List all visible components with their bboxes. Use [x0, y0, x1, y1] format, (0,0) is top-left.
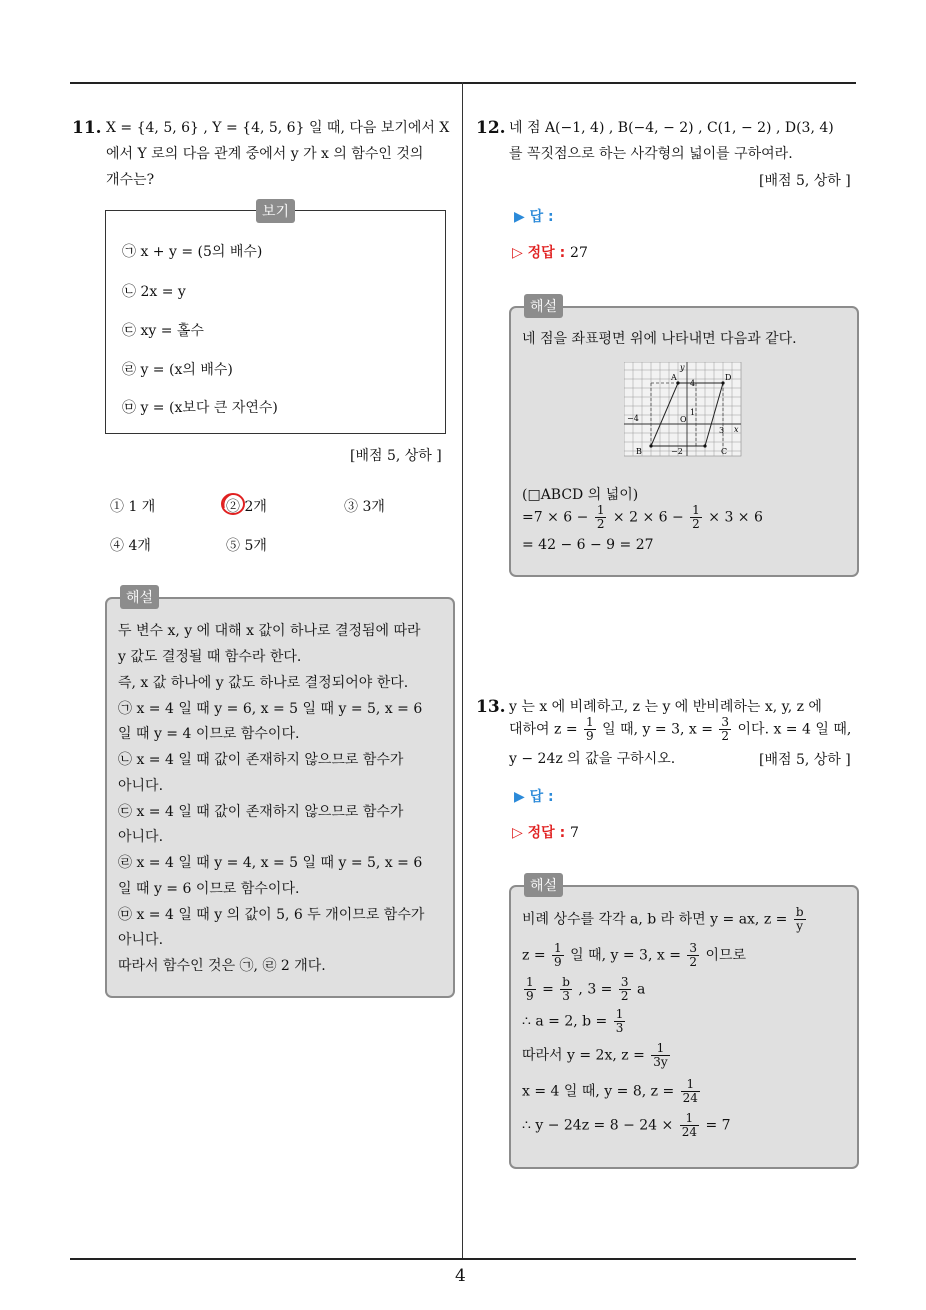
explanation-line: 따라서 y = 2x, z = $\frac{1}{3y}$	[522, 1041, 668, 1069]
explanation-line: 네 점을 좌표평면 위에 나타내면 다음과 같다.	[522, 331, 797, 347]
explanation-line: y 값도 결정될 때 함수라 한다.	[118, 649, 302, 665]
score-label: [배점 5, 상하 ]	[759, 173, 851, 189]
explanation-line: ∴ y − 24z = 8 − 24 × $\frac{1}{24}$ = 7	[522, 1111, 731, 1139]
question-text-line: y 는 x 에 비례하고, z 는 y 에 반비례하는 x, y, z 에	[509, 699, 822, 715]
boki-item: ㉢ xy = 홀수	[122, 323, 204, 339]
explanation-line: x = 4 일 때, y = 8, z = $\frac{1}{24}$	[522, 1077, 698, 1105]
explanation-line: 즉, x 값 하나에 y 값도 하나로 결정되어야 한다.	[118, 675, 409, 691]
question-number: 11.	[72, 118, 102, 138]
question-number: 13.	[476, 697, 506, 717]
choice-1[interactable]: ① 1 개	[110, 499, 156, 515]
explanation-line: ㉣ x = 4 일 때 y = 4, x = 5 일 때 y = 5, x = 6	[118, 855, 423, 871]
svg-text:−2: −2	[671, 447, 683, 456]
svg-text:O: O	[680, 415, 687, 424]
coordinate-graph	[624, 362, 744, 458]
boki-item: ㉡ 2x = y	[122, 284, 186, 300]
explanation-line: $\frac{1}{9}$ = $\frac{b}{3}$ , 3 = $\frac{3}{2}$ a	[526, 975, 646, 1003]
explanation-line: 비례 상수를 각각 a, b 라 하면 y = ax, z = $\frac{b}{y}$	[522, 905, 804, 933]
explanation-line: =7 × 6 − $\frac{1}{2}$ × 2 × 6 − $\frac{1}{2}$ × 3 × 6	[522, 503, 763, 531]
choice-4[interactable]: ④ 4개	[110, 538, 151, 554]
svg-text:1: 1	[690, 408, 696, 417]
explanation-line: ㉢ x = 4 일 때 값이 존재하지 않으므로 함수가	[118, 804, 404, 820]
answer-input-label[interactable]: ▶ 답 :	[514, 209, 554, 225]
question-number: 12.	[476, 118, 506, 138]
svg-text:x: x	[734, 425, 739, 434]
explanation-line: 아니다.	[118, 932, 164, 948]
choice-2-text: 2개	[244, 499, 267, 515]
correct-answer	[512, 242, 588, 262]
correct-answer-value: 7	[570, 825, 579, 841]
page-number: 4	[455, 1266, 466, 1286]
top-rule	[70, 82, 856, 84]
boki-item: ㉤ y = (x보다 큰 자연수)	[122, 400, 278, 416]
correct-answer-label: ▷ 정답 :	[512, 825, 566, 841]
boki-item: ㉣ y = (x의 배수)	[122, 362, 233, 378]
question-text-line: 를 꼭짓점으로 하는 사각형의 넓이를 구하여라.	[509, 146, 793, 162]
choice-5[interactable]: ⑤ 5개	[226, 538, 267, 554]
svg-text:3: 3	[719, 426, 725, 435]
explanation-line: 아니다.	[118, 778, 164, 794]
question-text-line: 개수는?	[106, 172, 155, 188]
explanation-line: = 42 − 6 − 9 = 27	[522, 537, 654, 553]
question-text-line: 대하여 z = $\frac{1}{9}$ 일 때, y = 3, x = $\frac{3}{2}$ 이다. x = 4 일 때,	[509, 715, 852, 743]
score-label: [배점 5, 상하 ]	[350, 448, 442, 464]
explanation-line: ㉤ x = 4 일 때 y 의 값이 5, 6 두 개이므로 함수가	[118, 907, 425, 923]
explanation-line: 두 변수 x, y 에 대해 x 값이 하나로 결정됨에 따라	[118, 623, 421, 639]
explanation-line: 일 때 y = 6 이므로 함수이다.	[118, 881, 300, 897]
correct-answer	[512, 822, 579, 842]
bottom-rule	[70, 1258, 856, 1260]
explanation-label: 해설	[524, 294, 563, 318]
question-text-line: X = {4, 5, 6} , Y = {4, 5, 6} 일 때, 다음 보기에서 X	[106, 120, 450, 136]
explanation-label: 해설	[120, 585, 159, 609]
question-text-line: 네 점 A(−1, 4) , B(−4, − 2) , C(1, − 2) , D(3, 4)	[509, 120, 834, 136]
explanation-line: ∴ a = 2, b = $\frac{1}{3}$	[522, 1007, 624, 1035]
explanation-line: (□ABCD 의 넓이)	[522, 487, 639, 503]
question-text-line: 에서 Y 로의 다음 관계 중에서 y 가 x 의 함수인 것의	[106, 146, 424, 162]
choice-2-marker: ②	[226, 499, 240, 515]
svg-text:C: C	[721, 447, 728, 456]
explanation-line: 일 때 y = 4 이므로 함수이다.	[118, 726, 300, 742]
svg-text:−4: −4	[627, 414, 639, 423]
choice-3[interactable]: ③ 3개	[344, 499, 385, 515]
answer-circle-mark-icon	[218, 490, 248, 518]
svg-text:B: B	[636, 447, 642, 456]
correct-answer-value: 27	[570, 245, 588, 261]
explanation-line: ㉡ x = 4 일 때 값이 존재하지 않으므로 함수가	[118, 752, 404, 768]
correct-answer-label: ▷ 정답 :	[512, 245, 566, 261]
boki-item: ㉠ x + y = (5의 배수)	[122, 244, 263, 260]
explanation-label: 해설	[524, 873, 563, 897]
explanation-line: z = $\frac{1}{9}$ 일 때, y = 3, x = $\frac{3}{2}$ 이므로	[522, 941, 747, 969]
svg-text:y: y	[680, 363, 685, 372]
score-label: [배점 5, 상하 ]	[759, 752, 851, 768]
explanation-line: ㉠ x = 4 일 때 y = 6, x = 5 일 때 y = 5, x = 6	[118, 701, 423, 717]
svg-text:D: D	[725, 373, 732, 382]
svg-text:A: A	[671, 373, 677, 382]
question-text-line: y − 24z 의 값을 구하시오.	[509, 751, 676, 767]
column-divider	[462, 82, 463, 1260]
boki-label: 보기	[256, 199, 295, 223]
svg-text:4: 4	[690, 379, 696, 388]
explanation-line: 아니다.	[118, 829, 164, 845]
explanation-line: 따라서 함수인 것은 ㉠, ㉣ 2 개다.	[118, 958, 326, 974]
answer-input-label[interactable]: ▶ 답 :	[514, 789, 554, 805]
